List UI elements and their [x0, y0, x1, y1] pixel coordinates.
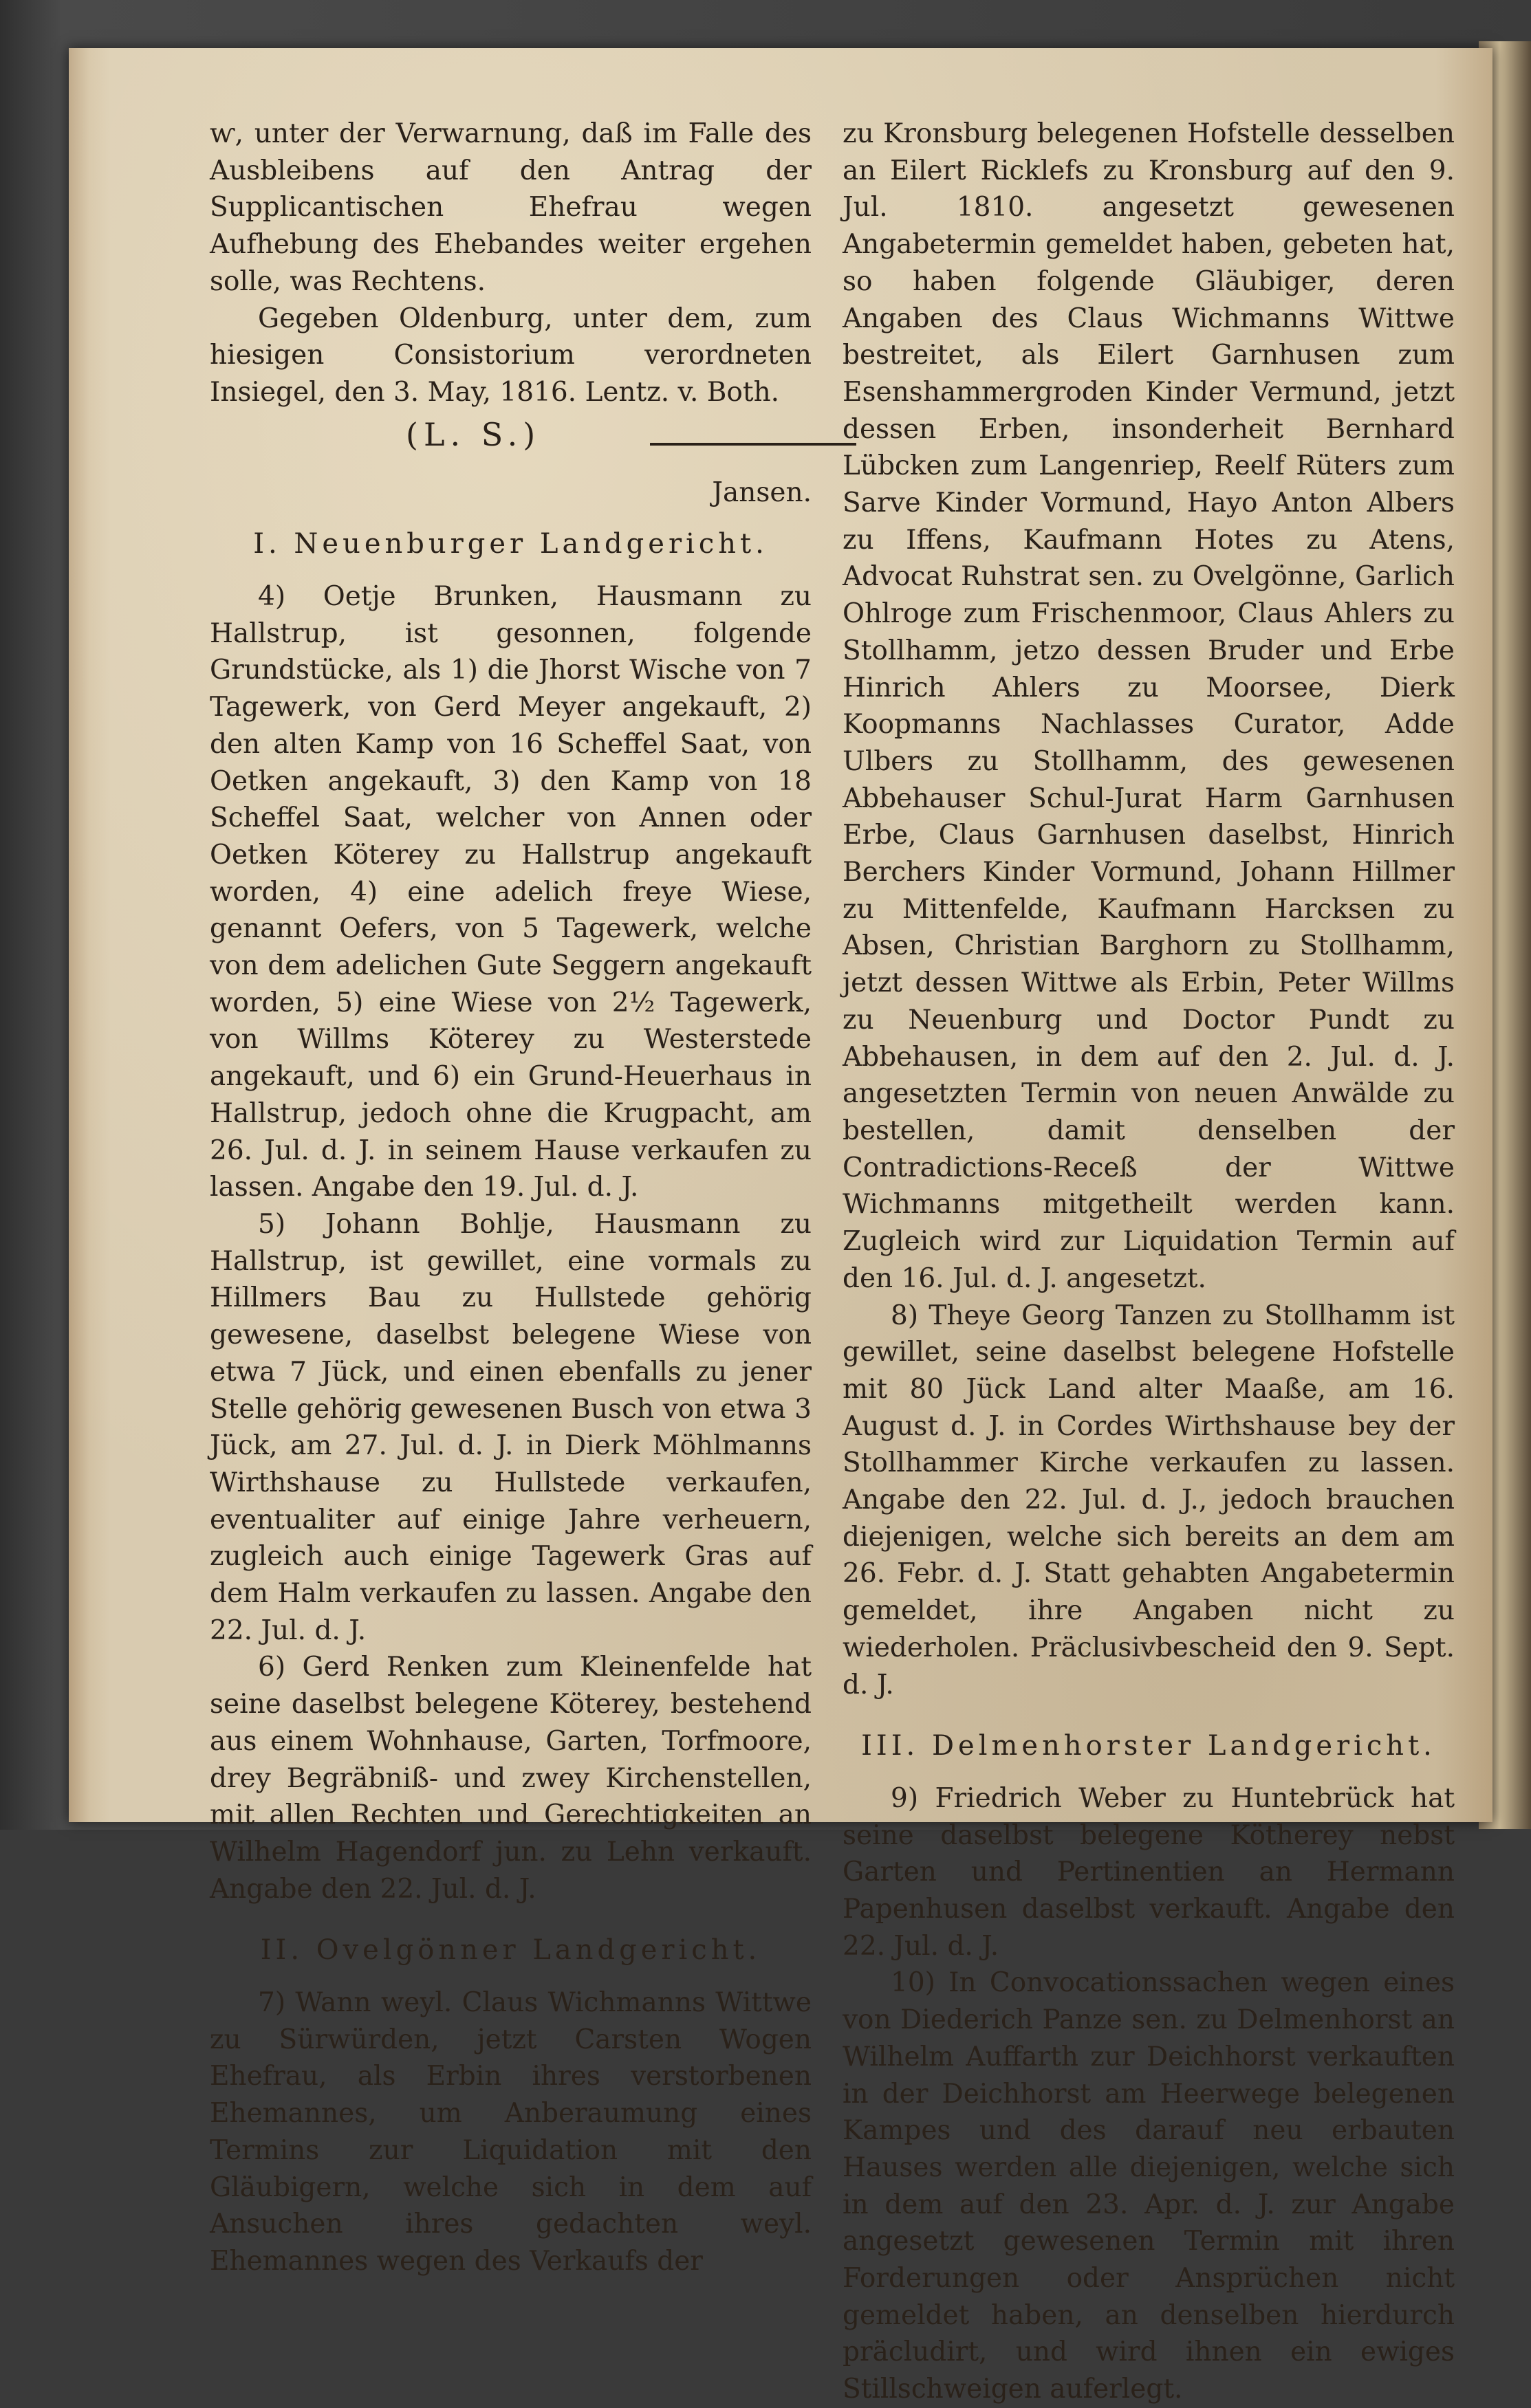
notice-item-7-continued: zu Kronsburg belegenen Hofstelle desselben an Eilert Ricklefs zu Kronsburg auf den 9. Jul. 1810. angesetzt gewesenen Angabetermin gemeldet haben, gebeten hat, so haben folgende Gläubiger, deren Angaben des Claus Wichmanns Wittwe bestreitet, als Eilert Garnhusen zum Esenshammergroden Kinder Vermund, jetzt dessen Erben, insonderheit Bernhard Lübcken zum Langenriep, Reelf Rüters zum Sarve Kinder Vormund, Hayo Anton Albers zu Iffens, Kaufmann Hotes zu Atens, Advocat Ruhstrat sen. zu Ovelgönne, Garlich Ohlroge zum Frischenmoor, Claus Ahlers zu Stollhamm, jetzo dessen Bruder und Erbe Hinrich Ahlers zu Moorsee, Dierk Koopmanns Nachlasses Curator, Adde Ulbers zu Stollhamm, des gewesenen Abbehauser Schul-Jurat Harm Garnhusen Erbe, Claus Garnhusen daselbst, Hinrich Berchers Kinder Vormund, Johann Hillmer zu Mittenfelde, Kaufmann Harcksen zu Absen, Christian Barghorn zu Stollhamm, jetzt dessen Wittwe als Erbin, Peter Willms zu Neuenburg und Doctor Pundt zu Abbehausen, in dem auf den 2. Jul. d. J. angesetzten Termin von neuen Anwälde zu bestellen, damit denselben der Contradictions-Receß der Wittwe Wichmanns mitgetheilt werden kann. Zugleich wird zur Liquidation Termin auf den 16. Jul. d. J. angesetzt.	[843, 118, 1455, 1294]
section-heading-ovelgoenne: II. Ovelgönner Landgericht.	[260, 1934, 761, 1967]
right-column	[843, 116, 1455, 2408]
given-line: Gegeben Oldenburg, unter dem, zum hiesigen Consistorium verordneten Insiegel, den 3. May, 1816. Lentz. v. Both.	[210, 303, 812, 408]
seal-row	[210, 411, 812, 474]
notice-item-5: 5) Johann Bohlje, Hausmann zu Hallstrup, ist gewillet, eine vormals zu Hillmers Bau zu Hullstede gehörig gewesene, daselbst belegene Wiese von etwa 7 Jück, und einen ebenfalls zu jener Stelle gehörig gewesenen Busch von etwa 3 Jück, am 27. Jul. d. J. in Dierk Möhlmanns Wirthshause zu Hullstede verkaufen, eventualiter auf einige Jahre verheuern, zugleich auch einige Tagewerk Gras auf dem Halm verkaufen zu lassen. Angabe den 22. Jul. d. J.	[210, 1208, 812, 1646]
signature-name: Jansen.	[712, 477, 812, 508]
notice-item-4: 4) Oetje Brunken, Hausmann zu Hallstrup, ist gesonnen, folgende Grundstücke, als 1) die Jhorst Wische von 7 Tagewerk, von Gerd Meyer angekauft, 2) den alten Kamp von 16 Scheffel Saat, von Oetken angekauft, 3) den Kamp von 18 Scheffel Saat, welcher von Annen oder Oetken Köterey zu Hallstrup angekauft worden, 4) eine adelich freye Wiese, genannt Oefers, von 5 Tagewerk, welche von dem adelichen Gute Seggern angekauft worden, 5) eine Wiese von 2½ Tagewerk, von Willms Köterey zu Westerstede angekauft, und 6) ein Grund-Heuerhaus in Hallstrup, jedoch ohne die Krugpacht, am 26. Jul. d. J. in seinem Hause verkaufen zu lassen. Angabe den 19. Jul. d. J.	[210, 581, 812, 1203]
signature-line	[650, 443, 856, 446]
notice-item-10: 10) In Convocationssachen wegen eines von Diederich Panze sen. zu Delmenhorst an Wilhelm Auffarth zur Deichhorst verkauften in der Deichhorst am Heerwege belegenen Kampes und des darauf neu erbauten Hauses werden alle diejenigen, welche sich in dem auf den 23. Apr. d. J. zur Angabe angesetzt gewesenen Termin mit ihren Forderungen oder Ansprüchen nicht gemeldet haben, an denselben hierdurch präcludirt, und wird ihnen ein ewiges Stillschweigen auferlegt.	[843, 1967, 1455, 2405]
section-heading-neuenburg: I. Neuenburger Landgericht.	[253, 528, 768, 560]
seal-mark: (L. S.)	[406, 415, 541, 453]
notice-item-6: 6) Gerd Renken zum Kleinenfelde hat seine daselbst belegene Köterey, bestehend aus einem Wohnhause, Garten, Torfmoore, drey Begräbniß- und zwey Kirchenstellen, mit allen Rechten und Gerechtigkeiten an Wilhelm Hagendorf jun. zu Lehn verkauft. Angabe den 22. Jul. d. J.	[210, 1652, 812, 1905]
left-column	[210, 116, 812, 2280]
section-heading-delmenhorst: III. Delmenhorster Landgericht.	[861, 1730, 1436, 1762]
continuation-paragraph: ⱳ, unter der Verwarnung, daß im Falle des Ausbleibens auf den Antrag der Supplicantischen Ehefrau wegen Aufhebung des Ehebandes weiter ergehen solle, was Rechtens.	[210, 118, 812, 297]
notice-item-8: 8) Theye Georg Tanzen zu Stollhamm ist gewillet, seine daselbst belegene Hofstelle mit 80 Jück Land alter Maaße, am 16. August d. J. in Cordes Wirthshause bey der Stollhammer Kirche verkaufen zu lassen. Angabe den 22. Jul. d. J., jedoch brauchen diejenigen, welche sich bereits an dem am 26. Febr. d. J. Statt gehabten Angabetermin gemeldet, ihre Angaben nicht zu wiederholen. Präclusivbescheid den 9. Sept. d. J.	[843, 1300, 1455, 1700]
notice-item-9: 9) Friedrich Weber zu Huntebrück hat seine daselbst belegene Kötherey nebst Garten und Pertinentien an Hermann Papenhusen daselbst verkauft. Angabe den 22. Jul. d. J.	[843, 1782, 1455, 1962]
notice-item-7-start: 7) Wann weyl. Claus Wichmanns Wittwe zu Sürwürden, jetzt Carsten Wogen Ehefrau, als Erbin ihres verstorbenen Ehemannes, um Anberaumung eines Termins zur Liquidation mit den Gläubigern, welche sich in dem auf Ansuchen ihres gedachten weyl. Ehemannes wegen des Verkaufs der	[210, 1987, 812, 2277]
